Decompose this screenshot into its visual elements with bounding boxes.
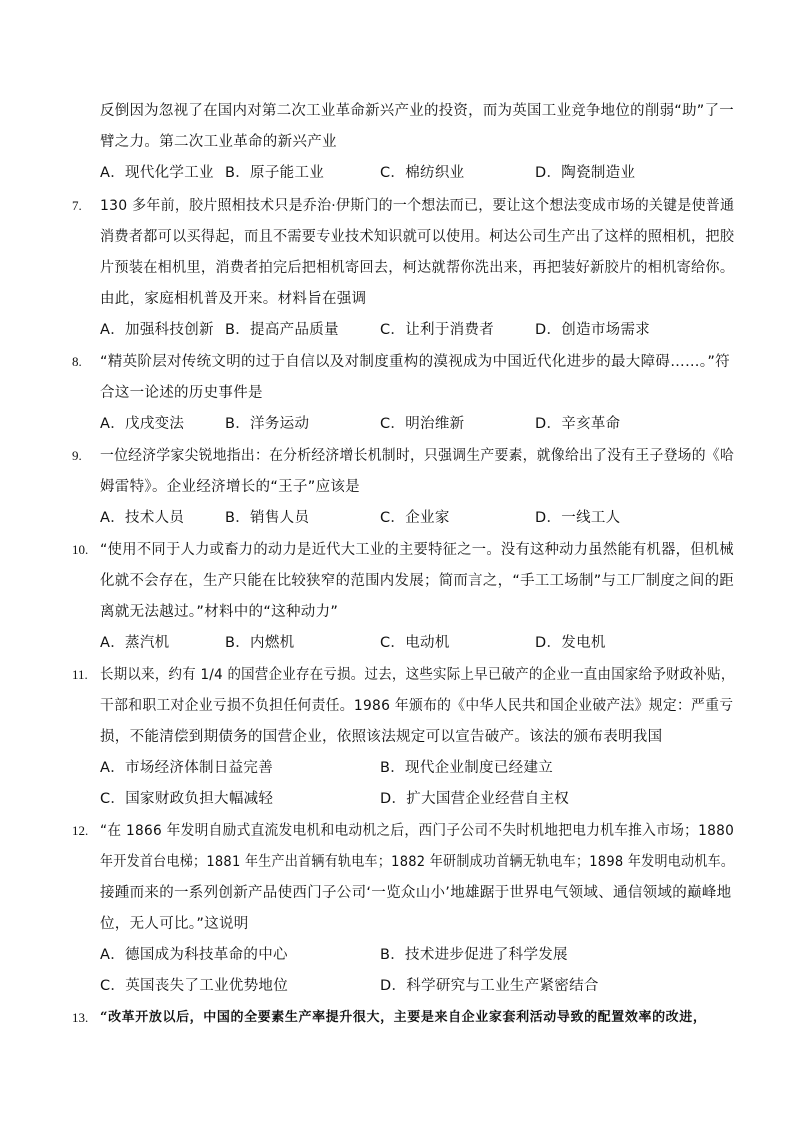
q7-option-c: C．让利于消费者 — [380, 322, 495, 338]
q8-line-2: 合这一论述的历史事件是 — [100, 385, 263, 401]
q9-number: 9. — [72, 448, 82, 463]
q6-option-a: A．现代化学工业 — [100, 165, 214, 181]
q6-option-b: B．原子能工业 — [225, 165, 325, 181]
q11-line-2: 干部和职工对企业亏损不负担任何责任。1986 年颁布的《中华人民共和国企业破产法》规定：严重亏 — [100, 698, 734, 714]
q12-number: 12. — [72, 823, 89, 838]
q7-option-a: A．加强科技创新 — [100, 322, 214, 338]
q13-line-1: “改革开放以后，中国的全要素生产率提升很大，主要是来自企业家套利活动导致的配置效率的改进， — [100, 1010, 707, 1025]
q7-line-1: 130 多年前，胶片照相技术只是乔治·伊斯门的一个想法而已，要让这个想法变成市场的关键是使普通 — [100, 198, 735, 214]
q9-option-a: A．技术人员 — [100, 510, 185, 526]
q10-line-3: 离就无法越过。”材料中的“这种动力” — [100, 604, 339, 620]
q13-number: 13. — [72, 1010, 89, 1025]
q7-line-3: 片预装在相机里，消费者拍完后把相机寄回去，柯达就帮你洗出来，再把装好新胶片的相机寄给你。 — [100, 260, 735, 276]
q11-number: 11. — [72, 667, 88, 682]
q9-line-1: 一位经济学家尖锐地指出：在分析经济增长机制时，只强调生产要素，就像给出了没有王子登场的《哈 — [100, 448, 735, 464]
q8-option-c: C．明治维新 — [380, 416, 465, 432]
q9-option-b: B．销售人员 — [225, 510, 310, 526]
q12-line-2: 年开发首台电梯；1881 年生产出首辆有轨电车；1882 年研制成功首辆无轨电车；1898 年发明电动机车。 — [100, 854, 735, 870]
q11-option-b: B．现代企业制度已经建立 — [380, 760, 554, 776]
q11-option-c: C．国家财政负担大幅减轻 — [100, 791, 274, 807]
q10-option-c: C．电动机 — [380, 635, 450, 651]
q7-line-2: 消费者都可以买得起，而且不需要专业技术知识就可以使用。柯达公司生产出了这样的照相机，把胶 — [100, 229, 735, 245]
q8-option-d: D．辛亥革命 — [535, 416, 621, 432]
q6-option-c: C．棉纺织业 — [380, 165, 465, 181]
q9-option-d: D．一线工人 — [535, 510, 621, 526]
q11-option-a: A．市场经济体制日益完善 — [100, 760, 274, 776]
q12-option-b: B．技术进步促进了科学发展 — [380, 947, 568, 963]
q7-line-4: 由此，家庭相机普及开来。材料旨在强调 — [100, 291, 367, 307]
q8-number: 8. — [72, 354, 82, 369]
q8-option-a: A．戊戌变法 — [100, 416, 185, 432]
q9-option-c: C．企业家 — [380, 510, 450, 526]
q7-option-b: B．提高产品质量 — [225, 322, 339, 338]
q8-line-1: “精英阶层对传统文明的过于自信以及对制度重构的漠视成为中国近代化进步的最大障碍……。”符 — [100, 354, 730, 370]
q10-line-1: “使用不同于人力或畜力的动力是近代大工业的主要特征之一。没有这种动力虽然能有机器，但机械 — [100, 542, 734, 558]
q10-option-b: B．内燃机 — [225, 635, 295, 651]
q6-option-d: D．陶瓷制造业 — [535, 165, 636, 181]
q11-option-d: D．扩大国营企业经营自主权 — [380, 791, 570, 807]
q12-option-d: D．科学研究与工业生产紧密结合 — [380, 978, 599, 994]
q7-option-d: D．创造市场需求 — [535, 322, 651, 338]
q10-number: 10. — [72, 542, 89, 557]
q6-line-1: 反倒因为忽视了在国内对第二次工业革命新兴产业的投资，而为英国工业竞争地位的削弱“助”了一 — [100, 103, 735, 119]
q12-line-1: “在 1866 年发明自励式直流发电机和电动机之后，西门子公司不失时机地把电力机车推入市场；1880 — [100, 823, 735, 839]
q12-line-4: 位，无人可比。”这说明 — [100, 916, 249, 932]
q12-option-c: C．英国丧失了工业优势地位 — [100, 978, 289, 994]
q10-line-2: 化就不会存在，生产只能在比较狭窄的范围内发展；简而言之，“手工工场制”与工厂制度之间的距 — [100, 573, 735, 589]
q12-line-3: 接踵而来的一系列创新产品使西门子公司‘一览众山小’地雄踞于世界电气领域、通信领域的巅峰地 — [100, 885, 732, 901]
q9-line-2: 姆雷特》。企业经济增长的“王子”应该是 — [100, 479, 360, 495]
q7-number: 7. — [72, 198, 82, 213]
q10-option-a: A．蒸汽机 — [100, 635, 170, 651]
q11-line-1: 长期以来，约有 1/4 的国营企业存在亏损。过去，这些实际上早已破产的企业一直由国家给予财政补贴， — [100, 667, 735, 683]
q10-option-d: D．发电机 — [535, 635, 606, 651]
q12-option-a: A．德国成为科技革命的中心 — [100, 947, 288, 963]
q11-line-3: 损，不能清偿到期债务的国营企业，依照该法规定可以宣告破产。该法的颁布表明我国 — [100, 729, 663, 745]
q8-option-b: B．洋务运动 — [225, 416, 310, 432]
q6-line-2: 臂之力。第二次工业革命的新兴产业 — [100, 134, 337, 150]
